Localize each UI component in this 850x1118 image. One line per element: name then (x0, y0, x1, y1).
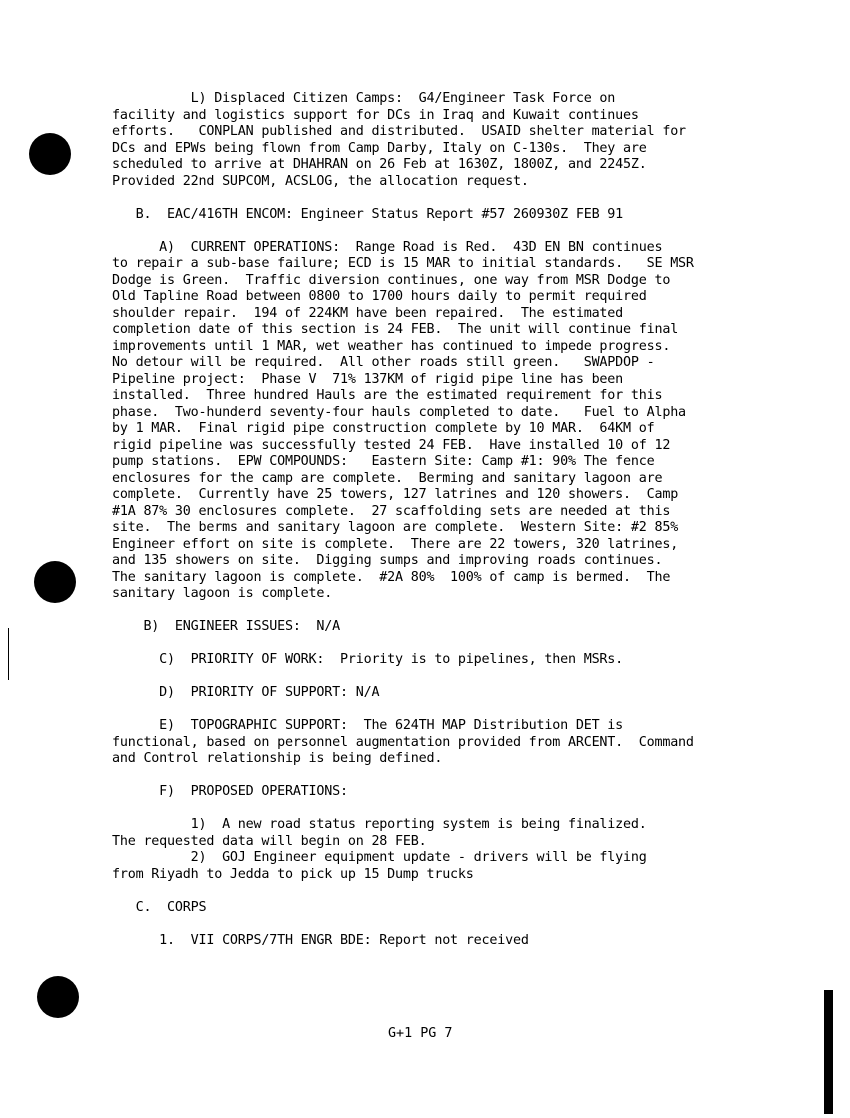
page-footer: G+1 PG 7 (388, 1026, 453, 1041)
text-line: facility and logistics support for DCs in Iraq and Kuwait continues (112, 107, 639, 123)
text-line: complete. Currently have 25 towers, 127 latrines and 120 showers. Camp (112, 487, 679, 502)
text-line: 1) A new road status reporting system is being finalized. (112, 817, 647, 832)
text-line: No detour will be required. All other roads still green. SWAPDOP - (112, 355, 655, 370)
text-line: Pipeline project: Phase V 71% 137KM of rigid pipe line has been (112, 371, 624, 387)
punch-hole-top (29, 133, 71, 175)
text-line: 2) GOJ Engineer equipment update - drivers will be flying (112, 850, 647, 865)
text-line: DCs and EPWs being flown from Camp Darby, Italy on C-130s. They are (112, 140, 647, 156)
text-line: scheduled to arrive at DHAHRAN on 26 Feb at 1630Z, 1800Z, and 2245Z. (112, 157, 647, 172)
text-line: D) PRIORITY OF SUPPORT: N/A (112, 685, 380, 700)
margin-bar-right (824, 990, 833, 1114)
margin-mark-left (8, 628, 9, 680)
text-line: sanitary lagoon is complete. (112, 586, 333, 601)
text-line: The requested data will begin on 28 FEB. (112, 833, 427, 849)
text-line: to repair a sub-base failure; ECD is 15 MAR to initial standards. SE MSR (112, 256, 694, 271)
text-line: pump stations. EPW COMPOUNDS: Eastern Site: Camp #1: 90% The fence (112, 454, 655, 469)
text-line: A) CURRENT OPERATIONS: Range Road is Red. 43D EN BN continues (112, 239, 663, 255)
text-line: and Control relationship is being defined. (112, 751, 443, 766)
text-line: #1A 87% 30 enclosures complete. 27 scaffolding sets are needed at this (112, 503, 671, 519)
text-line: Old Tapline Road between 0800 to 1700 hours daily to permit required (112, 289, 647, 304)
text-line: enclosures for the camp are complete. Berming and sanitary lagoon are (112, 470, 663, 486)
punch-hole-middle (34, 561, 76, 603)
text-line: site. The berms and sanitary lagoon are complete. Western Site: #2 85% (112, 520, 679, 535)
text-line: and 135 showers on site. Digging sumps and improving roads continues. (112, 553, 663, 568)
text-line: installed. Three hundred Hauls are the estimated requirement for this (112, 388, 663, 403)
text-line: B) ENGINEER ISSUES: N/A (112, 619, 340, 634)
text-line: E) TOPOGRAPHIC SUPPORT: The 624TH MAP Distribution DET is (112, 718, 624, 733)
text-line: rigid pipeline was successfully tested 24 FEB. Have installed 10 of 12 (112, 437, 671, 453)
text-line: C) PRIORITY OF WORK: Priority is to pipelines, then MSRs. (112, 652, 624, 667)
text-line: completion date of this section is 24 FEB. The unit will continue final (112, 322, 679, 337)
punch-hole-bottom (37, 976, 79, 1018)
text-line: F) PROPOSED OPERATIONS: (112, 784, 348, 799)
text-line: improvements until 1 MAR, wet weather has continued to impede progress. (112, 338, 671, 354)
text-line: Provided 22nd SUPCOM, ACSLOG, the allocation request. (112, 173, 529, 189)
text-line: shoulder repair. 194 of 224KM have been repaired. The estimated (112, 305, 624, 321)
text-line: L) Displaced Citizen Camps: G4/Engineer Task Force on (112, 91, 616, 106)
text-line: phase. Two-hunderd seventy-four hauls completed to date. Fuel to Alpha (112, 404, 686, 420)
text-line: B. EAC/416TH ENCOM: Engineer Status Report #57 260930Z FEB 91 (112, 206, 624, 222)
text-line: efforts. CONPLAN published and distributed. USAID shelter material for (112, 124, 686, 139)
text-line: Dodge is Green. Traffic diversion continues, one way from MSR Dodge to (112, 272, 671, 288)
text-line: functional, based on personnel augmentation provided from ARCENT. Command (112, 734, 694, 750)
text-line: Engineer effort on site is complete. There are 22 towers, 320 latrines, (112, 536, 679, 552)
text-line: 1. VII CORPS/7TH ENGR BDE: Report not received (112, 932, 529, 948)
text-line: C. CORPS (112, 899, 207, 915)
text-line: from Riyadh to Jedda to pick up 15 Dump trucks (112, 866, 474, 882)
text-line: by 1 MAR. Final rigid pipe construction complete by 10 MAR. 64KM of (112, 421, 655, 436)
text-line: The sanitary lagoon is complete. #2A 80% 100% of camp is bermed. The (112, 569, 671, 585)
